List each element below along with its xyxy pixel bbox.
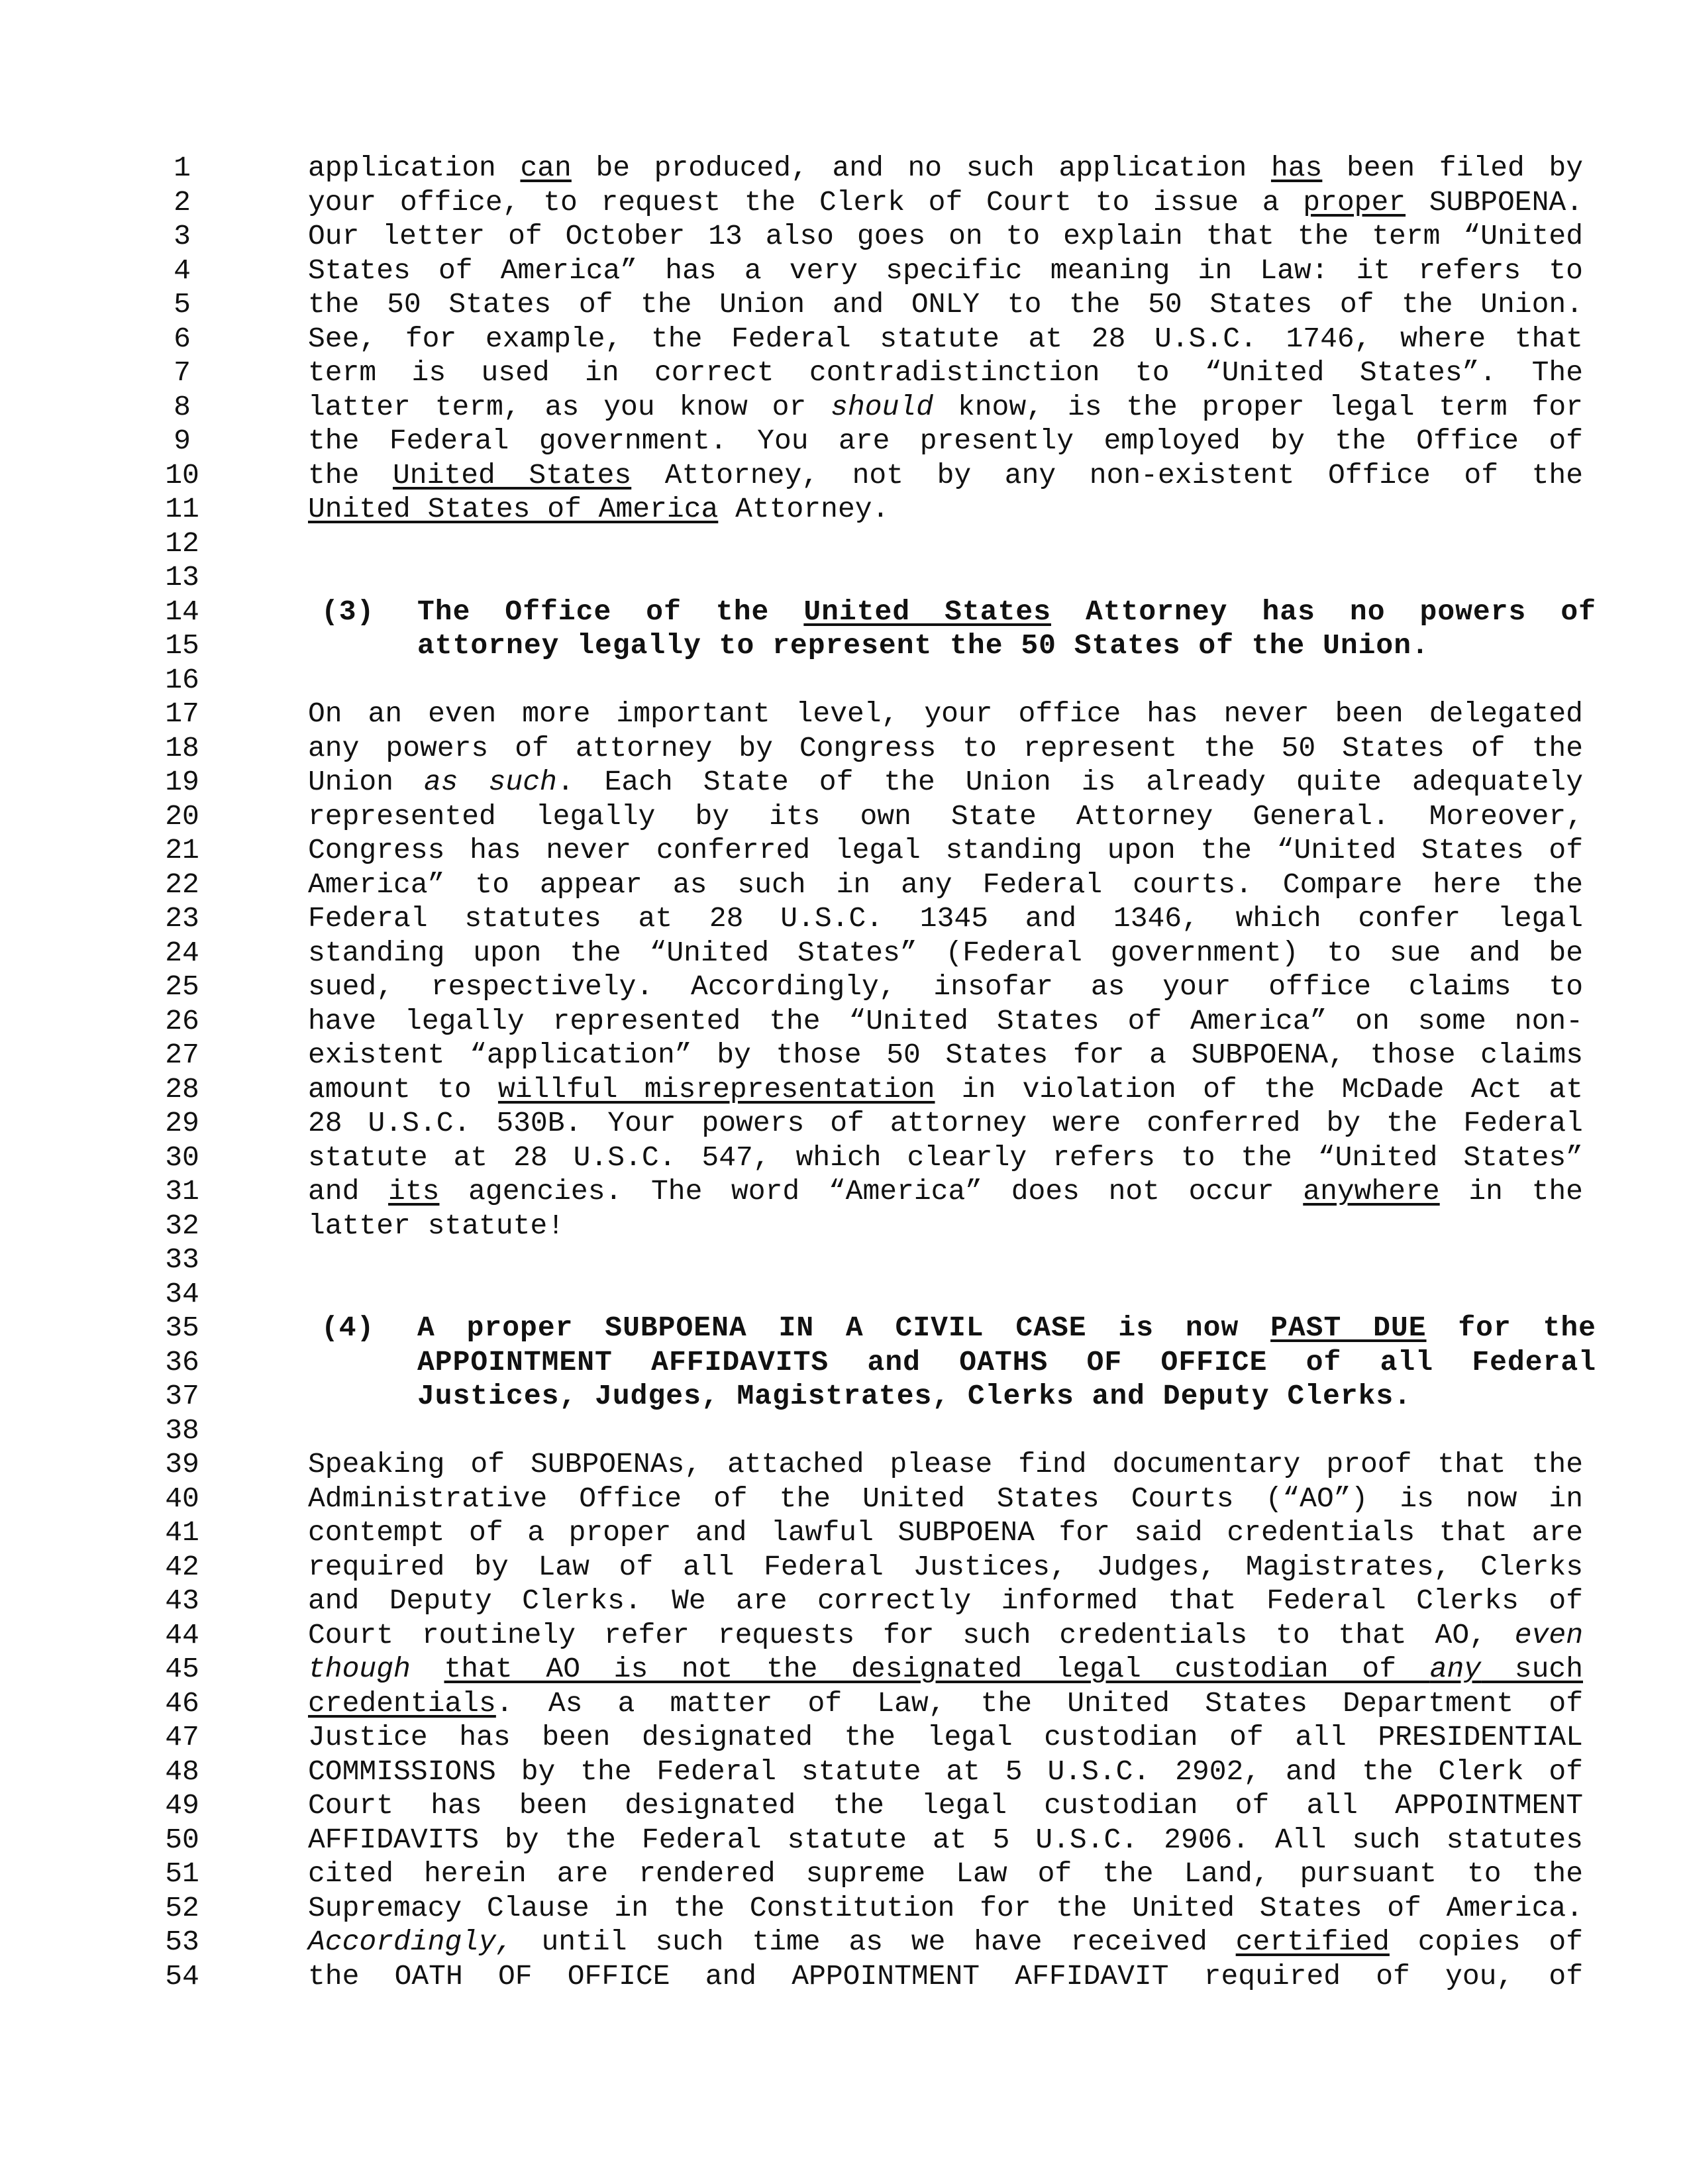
line-24 [152, 936, 1583, 970]
heading-text: attorney legally to represent the 50 States of the Union. [417, 629, 1429, 662]
line-27 [152, 1038, 1583, 1072]
line-33 [152, 1243, 1583, 1277]
line-text: sued, respectively. Accordingly, insofar as your office claims to [308, 970, 1583, 1003]
line-53 [152, 1925, 1583, 1959]
line-text: cited herein are rendered supreme Law of the Land, pursuant to the [308, 1857, 1583, 1890]
line-text: AFFIDAVITS by the Federal statute at 5 U.S.C. 2906. All such statutes [308, 1823, 1583, 1856]
line-number: 33 [165, 1243, 199, 1276]
line-10 [152, 458, 1583, 493]
line-49 [152, 1789, 1583, 1823]
line-number: 6 [174, 322, 191, 355]
line-text: contempt of a proper and lawful SUBPOENA for said credentials that are [308, 1516, 1583, 1549]
line-17 [152, 697, 1583, 731]
line-43 [152, 1584, 1583, 1618]
line-14 [152, 595, 1596, 629]
line-text: Court has been designated the legal custodian of all APPOINTMENT [308, 1789, 1583, 1822]
line-28 [152, 1072, 1583, 1107]
line-number: 22 [165, 868, 199, 901]
line-26 [152, 1004, 1583, 1039]
line-text: your office, to request the Clerk of Court to issue a proper SUBPOENA. [308, 185, 1583, 219]
line-text: States of America” has a very specific meaning in Law: it refers to [308, 254, 1583, 287]
line-text: America” to appear as such in any Federal courts. Compare here the [308, 868, 1583, 901]
line-text: represented legally by its own State Attorney General. Moreover, [308, 800, 1583, 833]
line-text: term is used in correct contradistinction to “United States”. The [308, 356, 1583, 389]
line-number: 19 [165, 766, 199, 798]
line-number: 44 [165, 1618, 199, 1651]
line-45 [152, 1652, 1583, 1687]
line-text: application can be produced, and no such application has been filed by [308, 152, 1583, 184]
line-number: 25 [165, 970, 199, 1003]
heading-text: A proper SUBPOENA IN A CIVIL CASE is now PAST DUE for the [417, 1312, 1596, 1344]
line-number: 54 [165, 1959, 199, 1993]
line-39 [152, 1447, 1583, 1482]
line-32 [152, 1209, 1583, 1243]
line-number: 35 [165, 1312, 199, 1344]
line-50 [152, 1823, 1583, 1857]
line-18 [152, 731, 1583, 766]
line-text: latter term, as you know or should know, is the proper legal term for [308, 390, 1583, 423]
line-number: 8 [174, 390, 191, 423]
line-19 [152, 765, 1583, 800]
line-51 [152, 1857, 1583, 1891]
line-number: 24 [165, 936, 199, 969]
line-3 [152, 219, 1583, 254]
line-22 [152, 868, 1583, 902]
line-text: have legally represented the “United States of America” on some non- [308, 1004, 1583, 1037]
line-number: 11 [165, 493, 199, 525]
line-text: the 50 States of the Union and ONLY to the 50 States of the Union. [308, 288, 1583, 321]
line-number: 21 [165, 834, 199, 866]
line-number: 15 [165, 629, 199, 662]
line-number: 43 [165, 1585, 199, 1617]
line-text: required by Law of all Federal Justices, Judges, Magistrates, Clerks [308, 1550, 1583, 1583]
line-4 [152, 254, 1583, 288]
line-number: 20 [165, 800, 199, 833]
line-number: 1 [174, 152, 191, 184]
line-text: the Federal government. You are presently employed by the Office of [308, 425, 1583, 457]
line-23 [152, 902, 1583, 936]
line-text: amount to willful misrepresentation in violation of the McDade Act at [308, 1072, 1584, 1106]
line-text: Our letter of October 13 also goes on to explain that the term “United [308, 220, 1583, 252]
numbered-lines [152, 151, 1596, 1993]
line-number: 31 [165, 1175, 199, 1208]
line-number: 34 [165, 1277, 199, 1310]
line-25 [152, 970, 1583, 1004]
line-text: COMMISSIONS by the Federal statute at 5 U.S.C. 2902, and the Clerk of [308, 1755, 1583, 1788]
line-text: Union as such. Each State of the Union is already quite adequately [308, 766, 1583, 798]
line-number: 39 [165, 1448, 199, 1481]
line-number: 23 [165, 902, 199, 935]
line-48 [152, 1755, 1583, 1789]
line-text: Court routinely refer requests for such credentials to that AO, even [308, 1618, 1583, 1651]
line-number: 45 [165, 1653, 199, 1685]
line-12 [152, 527, 1583, 561]
line-number: 12 [165, 527, 199, 560]
line-13 [152, 560, 1583, 595]
line-42 [152, 1550, 1583, 1585]
line-number: 17 [165, 698, 199, 730]
line-number: 46 [165, 1687, 199, 1720]
line-number: 30 [165, 1141, 199, 1174]
line-text: the United States Attorney, not by any non-existent Office of the [308, 458, 1583, 492]
line-number: 16 [165, 663, 199, 696]
line-text: United States of America Attorney. [308, 493, 890, 525]
line-54 [152, 1959, 1583, 1994]
line-number: 3 [174, 220, 191, 252]
line-number: 14 [165, 595, 199, 628]
line-21 [152, 833, 1583, 868]
line-number: 10 [165, 458, 199, 492]
line-text: the OATH OF OFFICE and APPOINTMENT AFFIDAVIT required of you, of [308, 1959, 1583, 1993]
line-text: any powers of attorney by Congress to represent the 50 States of the [308, 731, 1583, 764]
line-20 [152, 800, 1583, 834]
line-36 [152, 1345, 1596, 1380]
line-number: 27 [165, 1039, 199, 1071]
line-15 [152, 629, 1583, 663]
line-16 [152, 663, 1583, 698]
line-37 [152, 1379, 1583, 1414]
line-number: 38 [165, 1414, 199, 1447]
line-1 [152, 151, 1583, 185]
line-30 [152, 1141, 1583, 1175]
line-number: 40 [165, 1482, 199, 1515]
line-8 [152, 390, 1583, 425]
line-number: 49 [165, 1789, 199, 1822]
line-6 [152, 322, 1583, 356]
line-text: See, for example, the Federal statute at 28 U.S.C. 1746, where that [308, 322, 1583, 355]
line-34 [152, 1277, 1583, 1312]
line-number: 51 [165, 1857, 199, 1890]
heading-text: Justices, Judges, Magistrates, Clerks and Deputy Clerks. [417, 1380, 1412, 1412]
line-7 [152, 356, 1583, 390]
line-52 [152, 1891, 1583, 1926]
line-number: 50 [165, 1823, 199, 1856]
line-number: 53 [165, 1926, 199, 1958]
line-text: standing upon the “United States” (Federal government) to sue and be [308, 936, 1583, 969]
line-31 [152, 1174, 1583, 1209]
line-text: Congress has never conferred legal standing upon the “United States of [308, 834, 1583, 866]
line-text: credentials. As a matter of Law, the United States Department of [308, 1687, 1583, 1720]
line-text: statute at 28 U.S.C. 547, which clearly refers to the “United States” [308, 1141, 1583, 1174]
line-number: 42 [165, 1550, 199, 1583]
heading-text: APPOINTMENT AFFIDAVITS and OATHS OF OFFICE of all Federal [417, 1345, 1596, 1378]
line-number: 7 [174, 356, 191, 389]
line-text: Administrative Office of the United States Courts (“AO”) is now in [308, 1482, 1583, 1515]
line-2 [152, 185, 1583, 220]
line-46 [152, 1687, 1583, 1721]
line-text: and its agencies. The word “America” does not occur anywhere in the [308, 1175, 1583, 1208]
line-text: On an even more important level, your office has never been delegated [308, 698, 1583, 730]
line-number: 13 [165, 561, 199, 594]
section-number: (4) [321, 1312, 375, 1344]
line-35 [152, 1311, 1596, 1345]
line-number: 41 [165, 1516, 199, 1549]
line-text: Speaking of SUBPOENAs, attached please find documentary proof that the [308, 1448, 1583, 1481]
line-number: 4 [174, 254, 191, 287]
line-11 [152, 492, 1583, 527]
line-number: 5 [174, 288, 191, 321]
line-number: 28 [165, 1072, 199, 1106]
heading-text: The Office of the United States Attorney has no powers of [417, 595, 1596, 628]
line-number: 29 [165, 1107, 199, 1139]
line-number: 36 [165, 1345, 199, 1378]
line-text: Supremacy Clause in the Constitution for the United States of America. [308, 1891, 1583, 1924]
line-text: and Deputy Clerks. We are correctly informed that Federal Clerks of [308, 1585, 1583, 1617]
line-text: existent “application” by those 50 States for a SUBPOENA, those claims [308, 1039, 1583, 1071]
section-number: (3) [321, 595, 375, 628]
line-number: 48 [165, 1755, 199, 1788]
line-number: 37 [165, 1380, 199, 1412]
line-number: 32 [165, 1209, 199, 1242]
line-41 [152, 1516, 1583, 1550]
line-number: 26 [165, 1004, 199, 1037]
line-number: 2 [174, 185, 191, 219]
line-number: 18 [165, 731, 199, 764]
line-text: though that AO is not the designated legal custodian of any such [308, 1653, 1583, 1685]
line-number: 9 [174, 425, 191, 457]
line-text: Justice has been designated the legal custodian of all PRESIDENTIAL [308, 1721, 1583, 1753]
line-text: 28 U.S.C. 530B. Your powers of attorney were conferred by the Federal [308, 1107, 1583, 1139]
line-text: latter statute! [308, 1209, 565, 1242]
line-29 [152, 1106, 1583, 1141]
line-number: 52 [165, 1891, 199, 1924]
line-44 [152, 1618, 1583, 1653]
line-5 [152, 287, 1583, 322]
line-text: Accordingly, until such time as we have received certified copies of [308, 1926, 1583, 1958]
line-text: Federal statutes at 28 U.S.C. 1345 and 1346, which confer legal [308, 902, 1583, 935]
line-38 [152, 1414, 1583, 1448]
line-9 [152, 424, 1583, 458]
line-40 [152, 1482, 1583, 1516]
line-47 [152, 1720, 1583, 1755]
line-number: 47 [165, 1721, 199, 1753]
